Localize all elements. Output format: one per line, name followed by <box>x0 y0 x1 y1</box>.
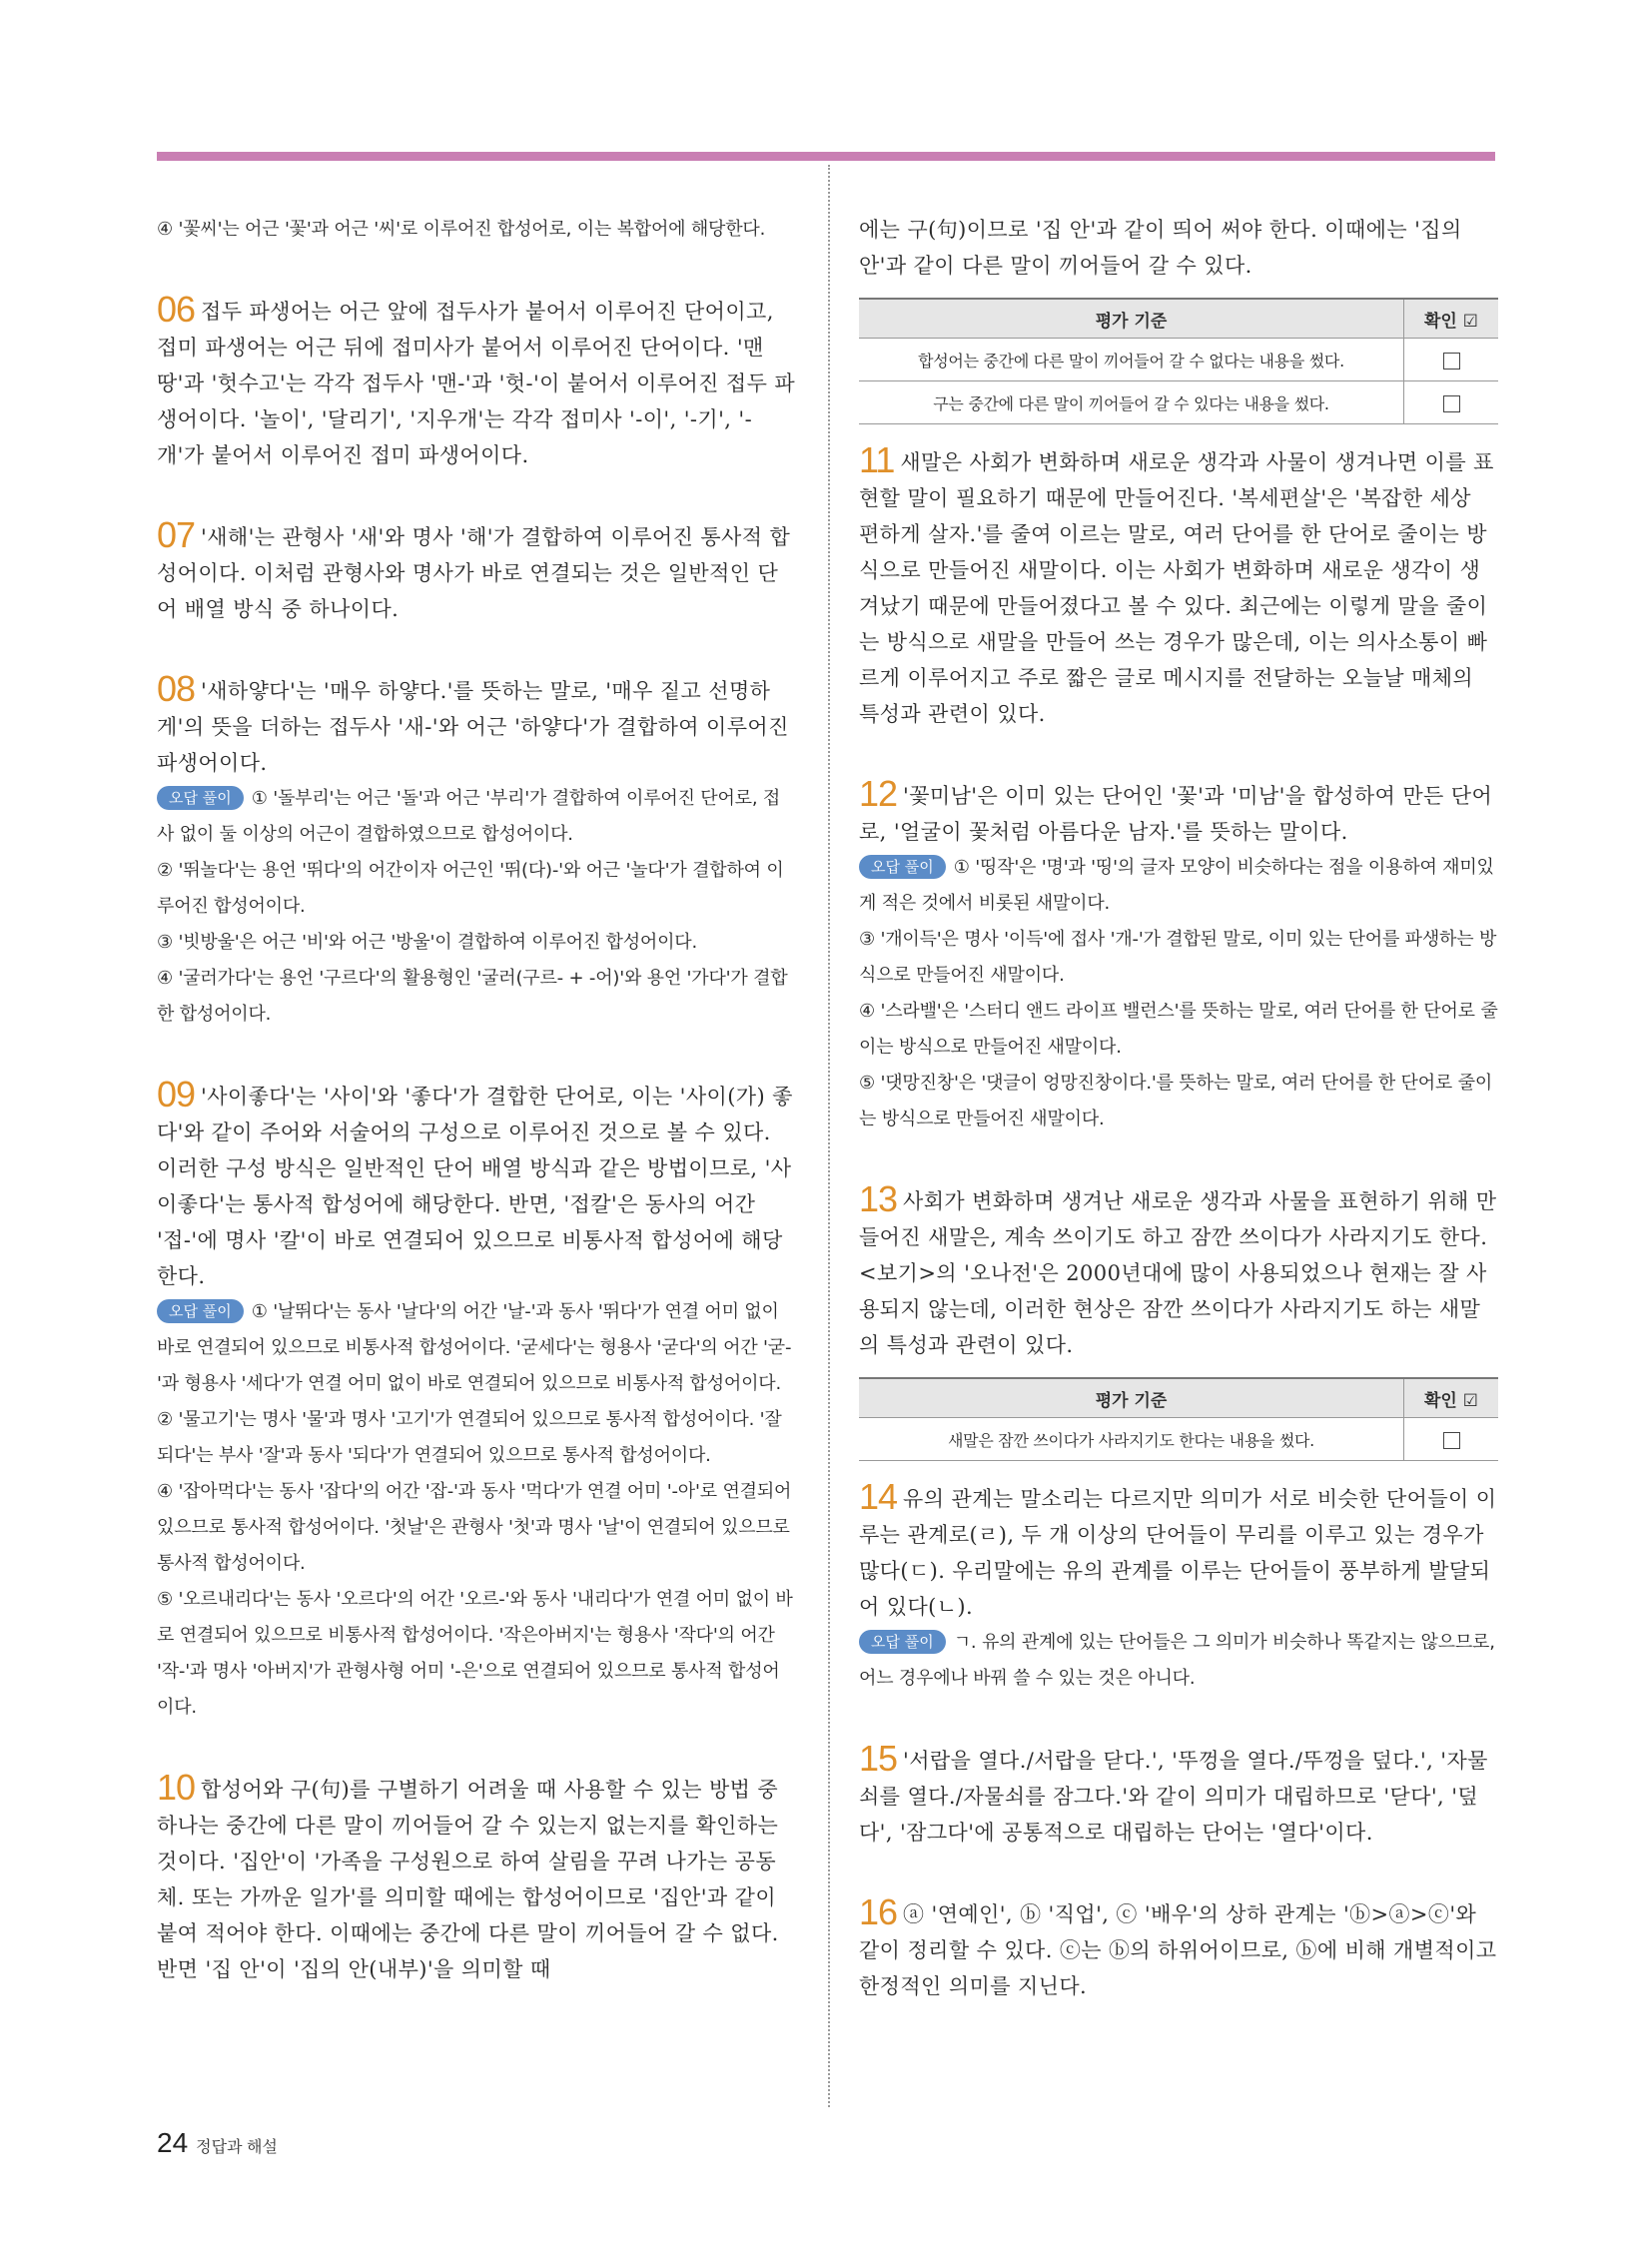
explanation-item: ① '띵작'은 '명'과 '띵'의 글자 모양이 비슷하다는 점을 이용하여 재미있게 적은 것에서 비롯된 새말이다. <box>859 857 1494 914</box>
wrong-answer-explanation <box>157 781 796 1033</box>
wrong-answer-badge: 오답 풀이 <box>157 1299 244 1323</box>
answer-number: 12 <box>859 773 898 814</box>
answer-10-continued <box>859 212 1498 424</box>
answer-14 <box>859 1476 1498 1697</box>
answer-05-item-4: ④ '꽃씨'는 어근 '꽃'과 어근 '씨'로 이루어진 합성어로, 이는 복합어에 해당한다. <box>157 219 766 240</box>
wrong-answer-explanation <box>859 1625 1498 1697</box>
answer-number: 10 <box>157 1767 196 1808</box>
explanation-item: ⑤ '오르내리다'는 동사 '오르다'의 어간 '오르-'와 동사 '내리다'가 연결 어미 없이 바로 연결되어 있으므로 비통사적 합성어이다. '작은아버지'는 형용사 '작다'의 어간 '작-'과 명사 '아버지'가 관형사형 어미 '-은'으로 연결되어 있으므로 통사적 합성어이다. <box>157 1589 793 1718</box>
wrong-answer-badge: 오답 풀이 <box>859 855 946 879</box>
answer-text: 유의 관계는 말소리는 다르지만 의미가 서로 비슷한 단어들이 이루는 관계로(ㄹ), 두 개 이상의 단어들이 무리를 이루고 있는 경우가 많다(ㄷ). 우리말에는 유의 관계를 이루는 단어들이 풍부하게 발달되어 있다(ㄴ). <box>859 1487 1497 1619</box>
answer-text: 합성어와 구(句)를 구별하기 어려울 때 사용할 수 있는 방법 중 하나는 중간에 다른 말이 끼어들어 갈 수 있는지 없는지를 확인하는 것이다. '집안'이 '가족을 구성원으로 하여 살림을 꾸려 나가는 공동체. 또는 가까운 일가'를 의미할 때에는 합성어이므로 '집안'과 같이 붙여 적어야 한다. 이때에는 중간에 다른 말이 끼어들어 갈 수 없다. 반면 '집 안'이 '집의 안(내부)'을 의미할 때 <box>157 1778 779 1981</box>
answer-05-continued <box>157 212 796 248</box>
answer-06 <box>157 289 796 473</box>
explanation-item: ③ '개이득'은 명사 '이득'에 접사 '개-'가 결합된 말로, 이미 있는 단어를 파생하는 방식으로 만들어진 새말이다. <box>859 929 1497 986</box>
footer-label: 정답과 해설 <box>196 2139 278 2156</box>
checkbox[interactable] <box>1443 1432 1460 1449</box>
wrong-answer-badge: 오답 풀이 <box>859 1630 946 1654</box>
wrong-answer-explanation <box>859 850 1498 1137</box>
explanation-item: ④ '잡아먹다'는 동사 '잡다'의 어간 '잡-'과 동사 '먹다'가 연결 어미 '-아'로 연결되어 있으므로 통사적 합성어이다. '첫날'은 관형사 '첫'과 명사 '날'이 연결되어 있으므로 통사적 합성어이다. <box>157 1481 792 1574</box>
answer-number: 06 <box>157 289 196 330</box>
answer-text: 새말은 사회가 변화하며 새로운 생각과 사물이 생겨나면 이를 표현할 말이 필요하기 때문에 만들어진다. '복세편살'은 '복잡한 세상 편하게 살자.'를 줄여 이르는 말로, 여러 단어를 한 단어로 줄이는 방식으로 만들어진 새말이다. 이는 사회가 변화하며 새로운 생각이 생겨났기 때문에 만들어졌다고 볼 수 있다. 최근에는 이렇게 말을 줄이는 방식으로 새말을 만들어 쓰는 경우가 많은데, 이는 의사소통이 빠르게 이루어지고 주로 짧은 글로 메시지를 전달하는 오늘날 매체의 특성과 관련이 있다. <box>859 450 1494 726</box>
page-number: 24 <box>157 2127 189 2158</box>
answer-11 <box>859 439 1498 732</box>
evaluation-table <box>859 1377 1498 1461</box>
checkbox[interactable] <box>1443 395 1460 412</box>
answer-number: 09 <box>157 1074 196 1115</box>
answer-number: 14 <box>859 1476 898 1517</box>
criteria-cell: 새말은 잠깐 쓰이다가 사라지기도 한다는 내용을 썼다. <box>859 1418 1404 1461</box>
answer-13 <box>859 1178 1498 1461</box>
explanation-item: ④ '굴러가다'는 용언 '구르다'의 활용형인 '굴러(구르- + -어)'와 용언 '가다'가 결합한 합성어이다. <box>157 968 788 1025</box>
explanation-item: ② '뛰놀다'는 용언 '뛰다'의 어간이자 어근인 '뛰(다)-'와 어근 '놀다'가 결합하여 이루어진 합성어이다. <box>157 860 784 917</box>
answer-text: '새하얗다'는 '매우 하얗다.'를 뜻하는 말로, '매우 짙고 선명하게'의 뜻을 더하는 접두사 '새-'와 어근 '하얗다'가 결합하여 이루어진 파생어이다. <box>157 679 789 775</box>
explanation-item: ⑤ '댓망진창'은 '댓글이 엉망진창이다.'를 뜻하는 말로, 여러 단어를 한 단어로 줄이는 방식으로 만들어진 새말이다. <box>859 1073 1493 1129</box>
checkbox[interactable] <box>1443 353 1460 370</box>
answer-text: '꽃미남'은 이미 있는 단어인 '꽃'과 '미남'을 합성하여 만든 단어로, '얼굴이 꽃처럼 아름다운 남자.'를 뜻하는 말이다. <box>859 784 1493 844</box>
right-column <box>859 212 1498 2048</box>
answer-10 <box>157 1767 796 1987</box>
column-divider <box>828 165 830 2107</box>
answer-08 <box>157 668 796 1033</box>
answer-number: 13 <box>859 1178 898 1219</box>
answer-12 <box>859 773 1498 1137</box>
criteria-cell: 합성어는 중간에 다른 말이 끼어들어 갈 수 없다는 내용을 썼다. <box>859 339 1404 381</box>
answer-number: 08 <box>157 668 196 709</box>
explanation-item: ③ '빗방울'은 어근 '비'와 어근 '방울'이 결합하여 이루어진 합성어이다. <box>157 932 698 953</box>
answer-number: 11 <box>859 439 895 480</box>
answer-text: 에는 구(句)이므로 '집 안'과 같이 띄어 써야 한다. 이때에는 '집의 안'과 같이 다른 말이 끼어들어 갈 수 있다. <box>859 218 1462 278</box>
explanation-item: ㄱ. 유의 관계에 있는 단어들은 그 의미가 비슷하나 똑같지는 않으므로, 어느 경우에나 바꿔 쓸 수 있는 것은 아니다. <box>859 1632 1495 1689</box>
answer-text: '새해'는 관형사 '새'와 명사 '해'가 결합하여 이루어진 통사적 합성어이다. 이처럼 관형사와 명사가 바로 연결되는 것은 일반적인 단어 배열 방식 중 하나이다. <box>157 525 791 621</box>
answer-text: '사이좋다'는 '사이'와 '좋다'가 결합한 단어로, 이는 '사이(가) 좋다'와 같이 주어와 서술어의 구성으로 이루어진 것으로 볼 수 있다. 이러한 구성 방식은 일반적인 단어 배열 방식과 같은 방법이므로, '사이좋다'는 통사적 합성어에 해당한다. 반면, '접칼'은 동사의 어간 '접-'에 명사 '칼'이 바로 연결되어 있으므로 비통사적 합성어에 해당한다. <box>157 1085 793 1288</box>
answer-number: 07 <box>157 514 196 555</box>
evaluation-table <box>859 298 1498 424</box>
wrong-answer-badge: 오답 풀이 <box>157 786 244 810</box>
answer-text: ⓐ '연예인', ⓑ '직업', ⓒ '배우'의 상하 관계는 'ⓑ>ⓐ>ⓒ'와 같이 정리할 수 있다. ⓒ는 ⓑ의 하위어이므로, ⓑ에 비해 개별적이고 한정적인 의미를 지닌다. <box>859 1902 1497 1998</box>
answer-09 <box>157 1074 796 1726</box>
check-header: 확인 ☑ <box>1404 1378 1499 1418</box>
explanation-item: ① '날뛰다'는 동사 '날다'의 어간 '날-'과 동사 '뛰다'가 연결 어미 없이 바로 연결되어 있으므로 비통사적 합성어이다. '굳세다'는 형용사 '굳다'의 어간 '굳-'과 형용사 '세다'가 연결 어미 없이 바로 연결되어 있으므로 비통사적 합성어이다. <box>157 1301 792 1394</box>
answer-text: '서랍을 열다./서랍을 닫다.', '뚜껑을 열다./뚜껑을 덮다.', '자물쇠를 열다./자물쇠를 잠그다.'와 같이 의미가 대립하므로 '닫다', '덮다', '잠그다'에 공통적으로 대립하는 단어는 '열다'이다. <box>859 1749 1488 1845</box>
explanation-item: ② '물고기'는 명사 '물'과 명사 '고기'가 연결되어 있으므로 통사적 합성어이다. '잘되다'는 부사 '잘'과 동사 '되다'가 연결되어 있으므로 통사적 합성어이다. <box>157 1409 782 1466</box>
header-accent-bar <box>157 152 1495 161</box>
criteria-header: 평가 기준 <box>859 299 1404 339</box>
criteria-header: 평가 기준 <box>859 1378 1404 1418</box>
criteria-cell: 구는 중간에 다른 말이 끼어들어 갈 수 있다는 내용을 썼다. <box>859 381 1404 424</box>
answer-text: 접두 파생어는 어근 앞에 접두사가 붙어서 이루어진 단어이고, 접미 파생어는 어근 뒤에 접미사가 붙어서 이루어진 단어이다. '맨땅'과 '헛수고'는 각각 접두사 '맨-'과 '헛-'이 붙어서 이루어진 접두 파생어이다. '놀이', '달리기', '지우개'는 각각 접미사 '-이', '-기', '-개'가 붙어서 이루어진 접미 파생어이다. <box>157 300 796 467</box>
answer-16 <box>859 1891 1498 2004</box>
wrong-answer-explanation <box>157 1294 796 1726</box>
answer-number: 16 <box>859 1891 898 1932</box>
explanation-item: ① '돌부리'는 어근 '돌'과 어근 '부리'가 결합하여 이루어진 단어로, 접사 없이 둘 이상의 어근이 결합하였으므로 합성어이다. <box>157 788 781 845</box>
explanation-item: ④ '스라밸'은 '스터디 앤드 라이프 밸런스'를 뜻하는 말로, 여러 단어를 한 단어로 줄이는 방식으로 만들어진 새말이다. <box>859 1001 1498 1058</box>
check-header: 확인 ☑ <box>1404 299 1499 339</box>
left-column <box>157 212 796 2031</box>
answer-text: 사회가 변화하며 생겨난 새로운 생각과 사물을 표현하기 위해 만들어진 새말은, 계속 쓰이기도 하고 잠깐 쓰이다가 사라지기도 한다. <보기>의 '오나전'은 2000년대에 많이 사용되었으나 현재는 잘 사용되지 않는데, 이러한 현상은 잠깐 쓰이다가 사라지기도 하는 새말의 특성과 관련이 있다. <box>859 1189 1497 1357</box>
answer-15 <box>859 1738 1498 1851</box>
page-footer <box>157 2127 278 2159</box>
answer-07 <box>157 514 796 627</box>
answer-number: 15 <box>859 1738 898 1779</box>
